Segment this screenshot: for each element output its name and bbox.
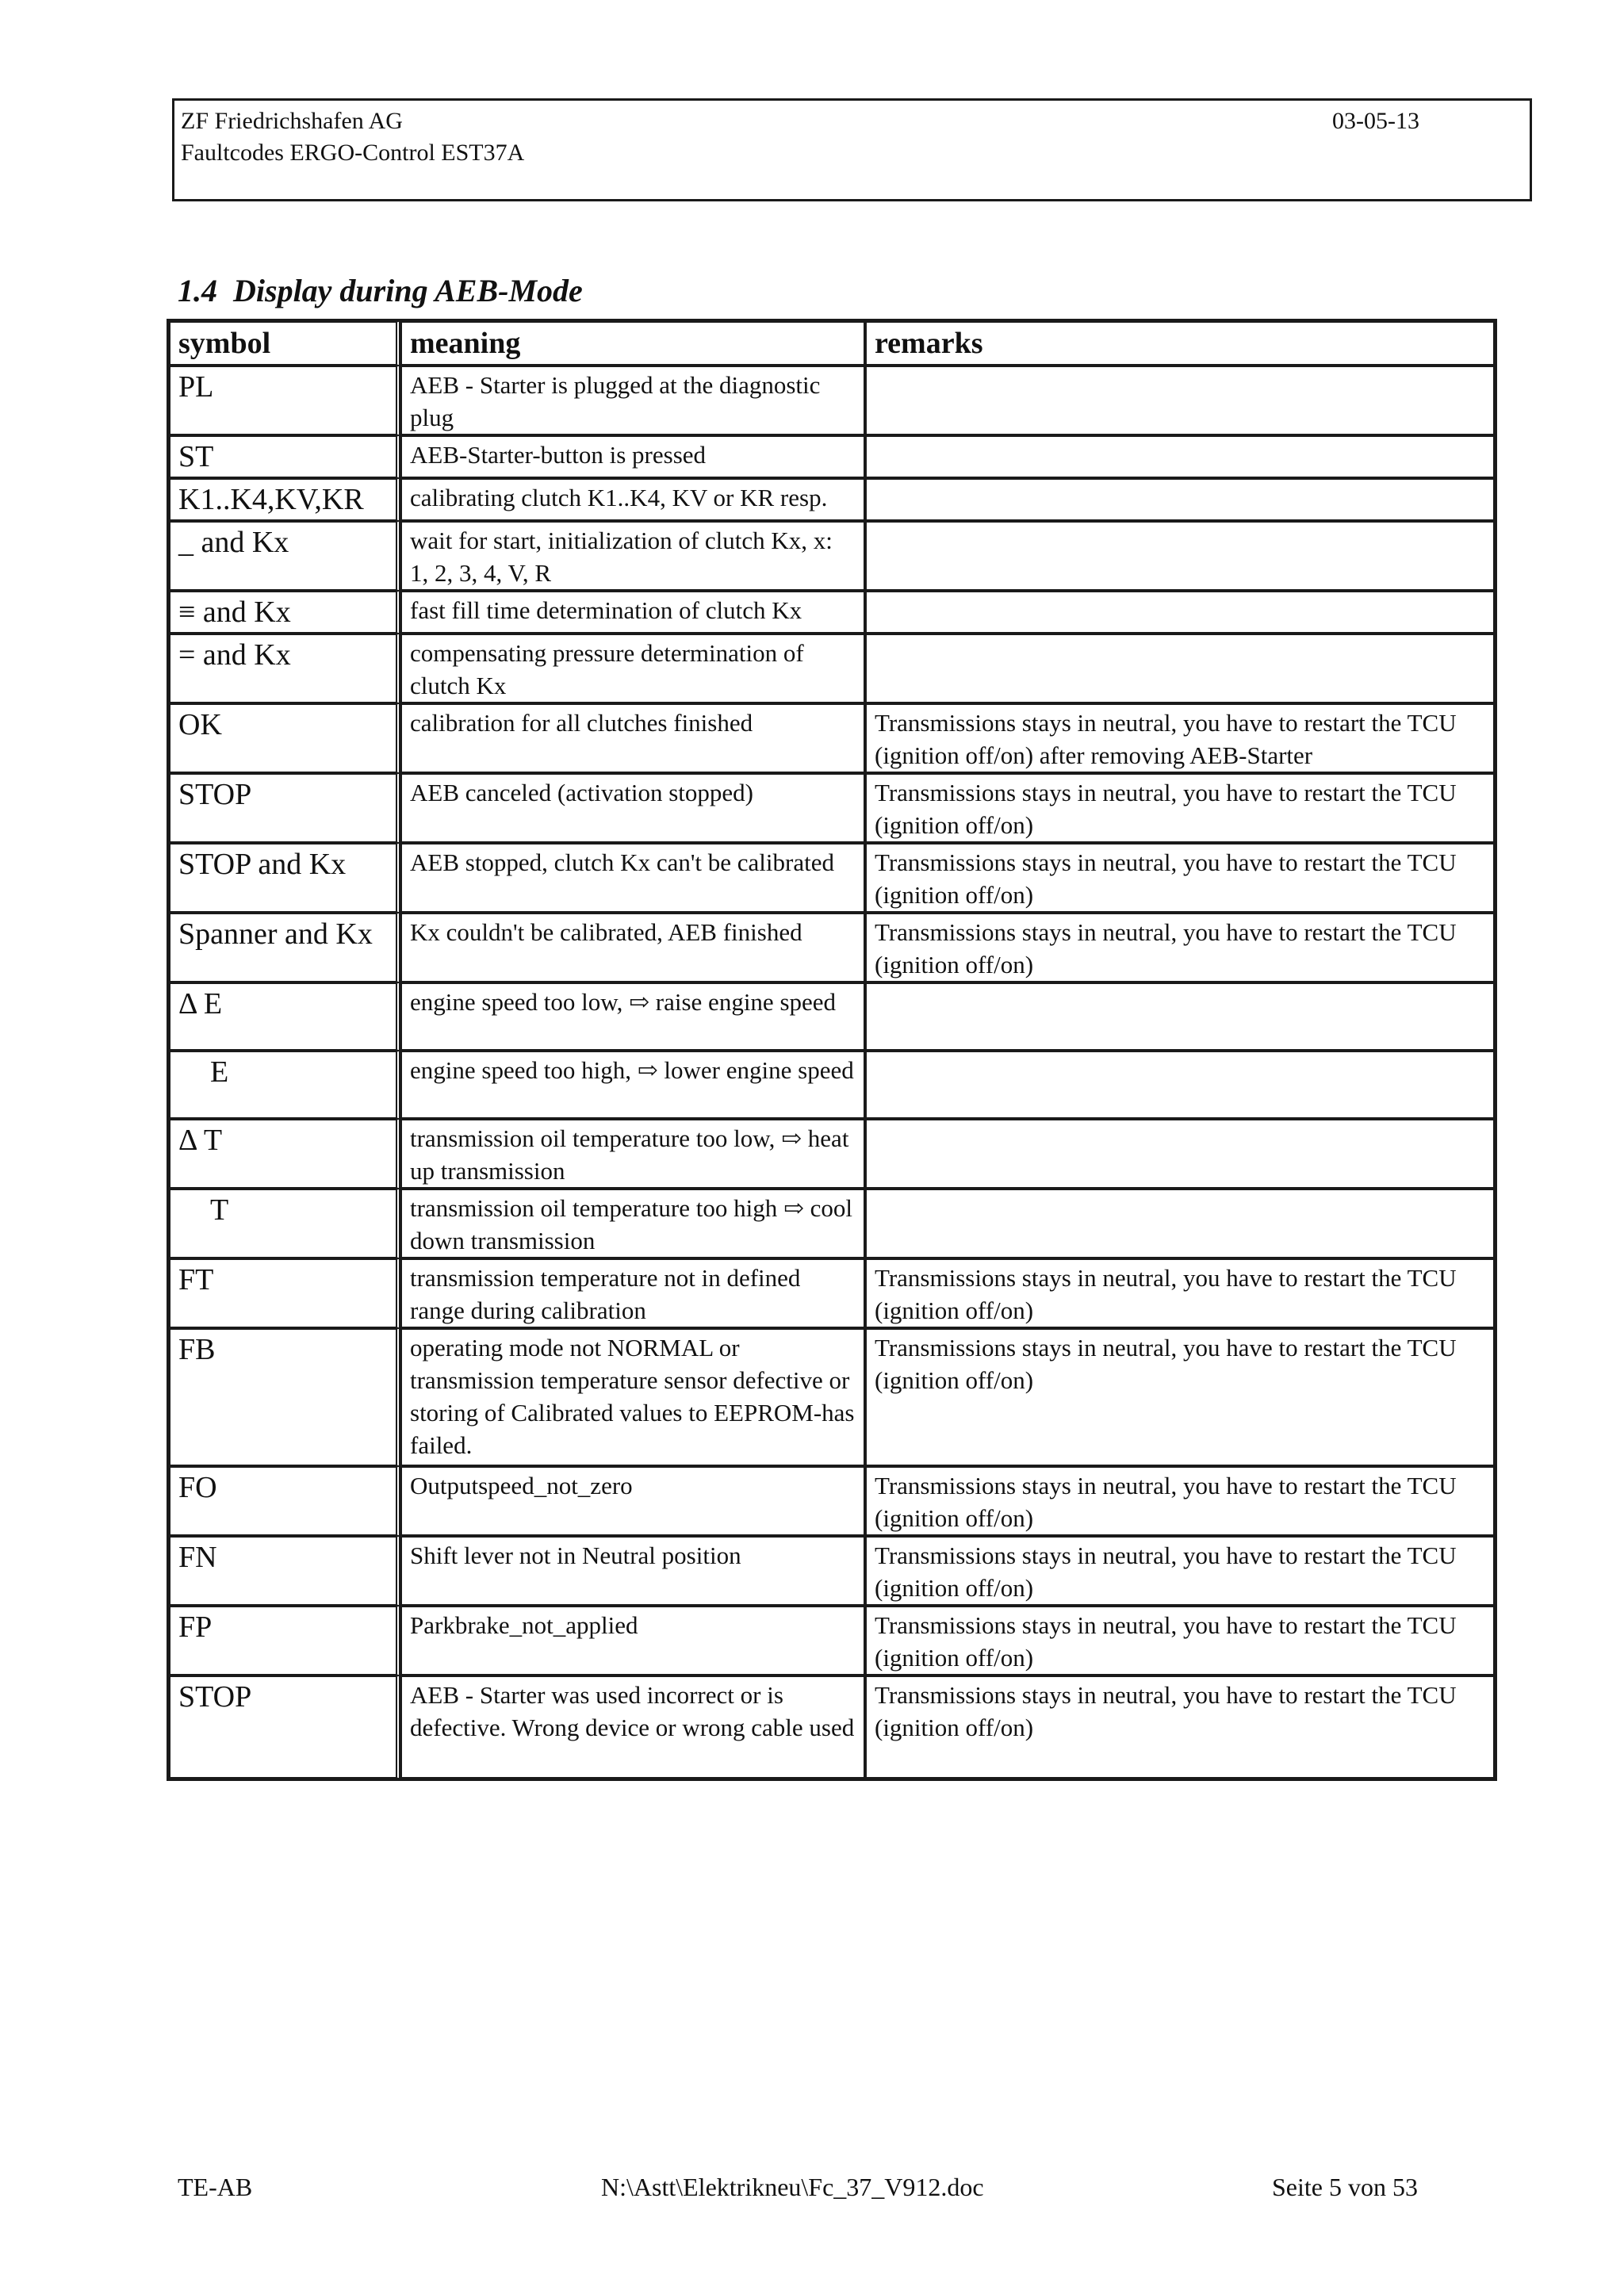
aeb-display-table [167, 319, 1497, 1781]
aeb-display-table-wrap [167, 319, 1492, 1746]
remarks-cell [865, 366, 1495, 435]
column-header-meaning: meaning [400, 321, 865, 366]
symbol-cell: ST [169, 435, 400, 478]
table-row [169, 1606, 1495, 1676]
remarks-cell: Transmissions stays in neutral, you have to restart the TCU (ignition off/on) [865, 1536, 1495, 1606]
table-row [169, 843, 1495, 913]
meaning-cell: AEB canceled (activation stopped) [400, 773, 865, 843]
remarks-cell [865, 591, 1495, 634]
meaning-cell: Kx couldn't be calibrated, AEB finished [400, 913, 865, 982]
symbol-cell: FO [169, 1466, 400, 1536]
meaning-cell: AEB-Starter-button is pressed [400, 435, 865, 478]
symbol-cell: FB [169, 1328, 400, 1466]
remarks-cell: Transmissions stays in neutral, you have to restart the TCU (ignition off/on) [865, 1676, 1495, 1779]
symbol-cell: FT [169, 1258, 400, 1328]
section-number: 1.4 [178, 273, 217, 308]
meaning-cell: Outputspeed_not_zero [400, 1466, 865, 1536]
page-header [172, 98, 1532, 201]
remarks-cell [865, 478, 1495, 521]
remarks-cell [865, 1189, 1495, 1258]
remarks-cell: Transmissions stays in neutral, you have to restart the TCU (ignition off/on) [865, 1606, 1495, 1676]
remarks-cell: Transmissions stays in neutral, you have to restart the TCU (ignition off/on) [865, 1328, 1495, 1466]
remarks-cell [865, 982, 1495, 1051]
meaning-cell: transmission oil temperature too low, ⇨ heat up transmission [400, 1119, 865, 1189]
table-row [169, 1051, 1495, 1119]
symbol-cell: STOP [169, 1676, 400, 1779]
table-row [169, 435, 1495, 478]
meaning-cell: fast fill time determination of clutch Kx [400, 591, 865, 634]
table-row [169, 1258, 1495, 1328]
column-header-symbol: symbol [169, 321, 400, 366]
remarks-cell [865, 1119, 1495, 1189]
footer-department: TE-AB [178, 2173, 253, 2201]
table-row [169, 1189, 1495, 1258]
meaning-cell: calibration for all clutches finished [400, 703, 865, 773]
meaning-cell: AEB - Starter is plugged at the diagnostic plug [400, 366, 865, 435]
symbol-cell: _ and Kx [169, 521, 400, 591]
column-header-remarks: remarks [865, 321, 1495, 366]
company-name: ZF Friedrichshafen AG [181, 108, 403, 134]
remarks-cell: Transmissions stays in neutral, you have to restart the TCU (ignition off/on) [865, 1258, 1495, 1328]
meaning-cell: Shift lever not in Neutral position [400, 1536, 865, 1606]
table-row [169, 366, 1495, 435]
symbol-cell: T [169, 1189, 400, 1258]
meaning-cell: engine speed too high, ⇨ lower engine speed [400, 1051, 865, 1119]
table-row [169, 1328, 1495, 1466]
meaning-cell: transmission temperature not in defined range during calibration [400, 1258, 865, 1328]
symbol-cell: K1..K4,KV,KR [169, 478, 400, 521]
remarks-cell [865, 435, 1495, 478]
table-row [169, 1536, 1495, 1606]
remarks-cell [865, 521, 1495, 591]
symbol-cell: FN [169, 1536, 400, 1606]
symbol-cell: E [169, 1051, 400, 1119]
symbol-cell: PL [169, 366, 400, 435]
meaning-cell: AEB stopped, clutch Kx can't be calibrated [400, 843, 865, 913]
meaning-cell: Parkbrake_not_applied [400, 1606, 865, 1676]
symbol-cell: = and Kx [169, 634, 400, 703]
meaning-cell: transmission oil temperature too high ⇨ cool down transmission [400, 1189, 865, 1258]
table-row [169, 703, 1495, 773]
remarks-cell [865, 634, 1495, 703]
table-header-row [169, 321, 1495, 366]
table-row [169, 1676, 1495, 1779]
table-row [169, 913, 1495, 982]
meaning-cell: compensating pressure determination of clutch Kx [400, 634, 865, 703]
symbol-cell: Δ E [169, 982, 400, 1051]
footer-page-number: Seite 5 von 53 [1272, 2173, 1418, 2201]
meaning-cell: operating mode not NORMAL or transmission temperature sensor defective or storing of Calibrated values to EEPROM-has failed. [400, 1328, 865, 1466]
footer-file-path: N:\Astt\Elektrikneu\Fc_37_V912.doc [601, 2173, 984, 2201]
remarks-cell: Transmissions stays in neutral, you have to restart the TCU (ignition off/on) [865, 843, 1495, 913]
section-heading [178, 271, 583, 311]
meaning-cell: wait for start, initialization of clutch Kx, x: 1, 2, 3, 4, V, R [400, 521, 865, 591]
meaning-cell: calibrating clutch K1..K4, KV or KR resp. [400, 478, 865, 521]
remarks-cell: Transmissions stays in neutral, you have to restart the TCU (ignition off/on) [865, 773, 1495, 843]
remarks-cell [865, 1051, 1495, 1119]
document-title: Faultcodes ERGO-Control EST37A [181, 140, 525, 166]
symbol-cell: OK [169, 703, 400, 773]
table-row [169, 1119, 1495, 1189]
remarks-cell: Transmissions stays in neutral, you have to restart the TCU (ignition off/on) [865, 1466, 1495, 1536]
symbol-cell: Δ T [169, 1119, 400, 1189]
document-date: 03-05-13 [1332, 108, 1419, 134]
table-row [169, 591, 1495, 634]
table-row [169, 478, 1495, 521]
symbol-cell: FP [169, 1606, 400, 1676]
symbol-cell: STOP and Kx [169, 843, 400, 913]
table-row [169, 634, 1495, 703]
table-row [169, 521, 1495, 591]
symbol-cell: Spanner and Kx [169, 913, 400, 982]
meaning-cell: AEB - Starter was used incorrect or is defective. Wrong device or wrong cable used [400, 1676, 865, 1779]
remarks-cell: Transmissions stays in neutral, you have to restart the TCU (ignition off/on) [865, 913, 1495, 982]
table-row [169, 773, 1495, 843]
meaning-cell: engine speed too low, ⇨ raise engine speed [400, 982, 865, 1051]
section-title: Display during AEB-Mode [233, 273, 583, 308]
table-row [169, 1466, 1495, 1536]
remarks-cell: Transmissions stays in neutral, you have to restart the TCU (ignition off/on) after removing AEB-Starter [865, 703, 1495, 773]
table-row [169, 982, 1495, 1051]
symbol-cell: ≡ and Kx [169, 591, 400, 634]
symbol-cell: STOP [169, 773, 400, 843]
